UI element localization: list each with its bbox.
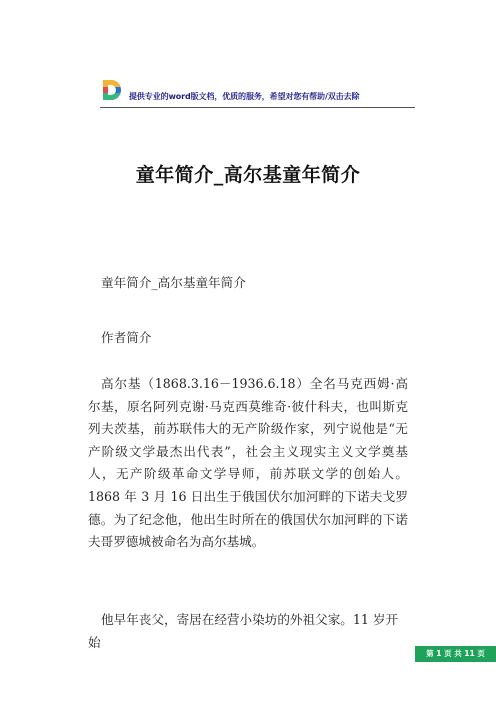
paragraph-early-life: 他早年丧父，寄居在经营小染坊的外祖父家。11 岁开始 <box>88 612 399 650</box>
header-banner-text: 提供专业的word版文档，优质的服务，希望对您有帮助/双击去除 <box>129 92 360 101</box>
document-header <box>100 78 420 108</box>
paragraph-heading-author: 作者简介 <box>101 330 152 345</box>
paragraph-author-bio: 高尔基（1868.3.16－1936.6.18）全名马克西姆·高尔基，原名阿列克谢·马克西莫维奇·彼什科夫，也叫斯克列夫茨基，前苏联伟大的无产阶级作家，列宁说他是“无产阶级文学最杰出代表”，社会主义现实主义文学奠基人，无产阶级革命文学导师，前苏联文学的创始人。1868 年 3 月 16 日出生于俄国伏尔加河畔的下诺夫戈罗德。为了纪念他，他出生时所在的俄国伏尔加河畔的下诺夫哥罗德城被命名为高尔基城。 <box>88 376 408 550</box>
header-divider <box>100 107 415 108</box>
paragraph-subtitle: 童年简介_高尔基童年简介 <box>101 275 246 290</box>
document-title: 童年简介_高尔基童年简介 <box>135 164 361 186</box>
page-indicator-badge: 第 1 页 共 11 页 <box>415 646 496 662</box>
docx-logo-icon <box>100 78 126 102</box>
